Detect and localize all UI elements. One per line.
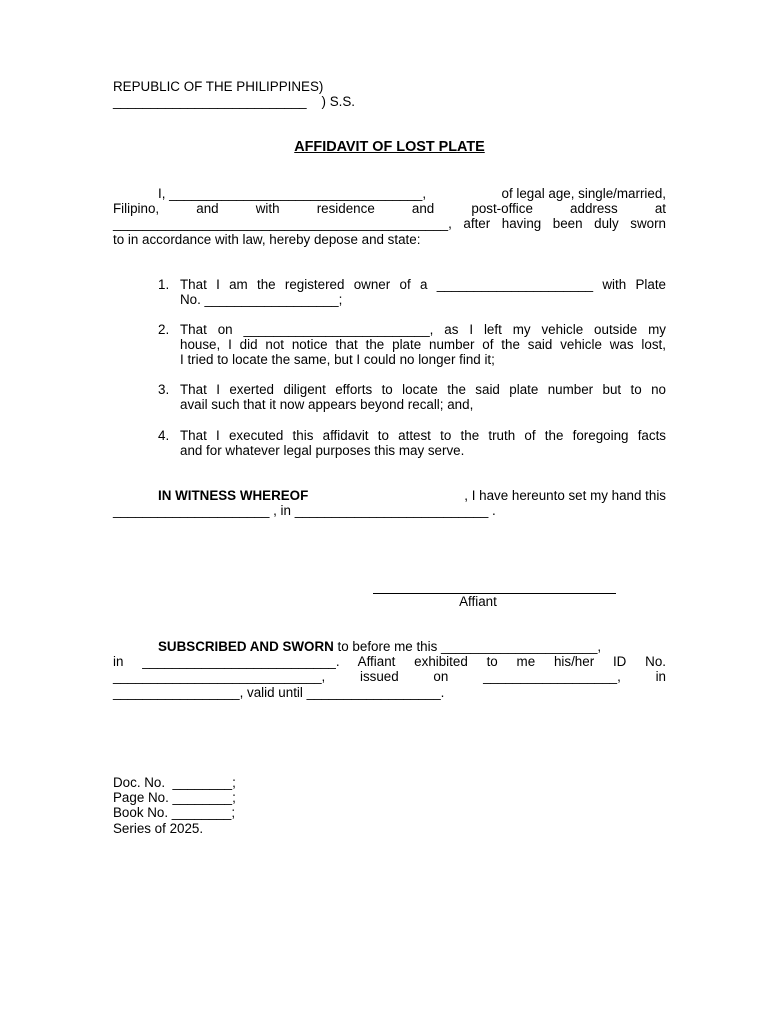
- doc-no: Doc. No. ________;: [113, 775, 236, 790]
- page-no: Page No. ________;: [113, 790, 236, 806]
- intro-line-3: _____________________________________________, after having been duly sworn: [113, 216, 666, 232]
- witness-rest: , I have hereunto set my hand this: [464, 488, 666, 503]
- list-item-line: That I executed this affidavit to attest to the truth of the foregoing facts: [180, 428, 666, 443]
- list-item-line: No. __________________;: [180, 292, 343, 308]
- notarial-entries: [113, 775, 236, 836]
- ss-line: __________________________ ) S.S.: [113, 94, 355, 109]
- intro-line-2: Filipino, and with residence and post-office address at: [113, 201, 666, 217]
- subscribed-line-1: [113, 639, 666, 654]
- list-item-number: 2.: [158, 322, 170, 337]
- list-item-number: 1.: [158, 277, 170, 292]
- subscribed-line-4: _________________, valid until __________________.: [113, 684, 445, 700]
- list-item-text: [180, 428, 666, 458]
- subscribed-paragraph: [113, 639, 666, 700]
- list-item-line: and for whatever legal purposes this may serve.: [180, 443, 465, 459]
- republic-header: REPUBLIC OF THE PHILIPPINES): [113, 79, 324, 94]
- document-title: AFFIDAVIT OF LOST PLATE: [294, 139, 485, 155]
- affiant-label: Affiant: [459, 594, 497, 609]
- list-item-line: avail such that it now appears beyond recall; and,: [180, 397, 474, 413]
- intro-paragraph: [113, 186, 666, 247]
- list-item-line: That I am the registered owner of a _____________________ with Plate: [180, 277, 666, 292]
- book-no: Book No. ________;: [113, 805, 236, 821]
- list-item-line: That I exerted diligent efforts to locate the said plate number but to no: [180, 382, 666, 397]
- list-item-line: I tried to locate the same, but I could no longer find it;: [180, 352, 495, 368]
- subscribed-line-3: ____________________________, issued on __________________, in: [113, 669, 666, 685]
- list-item-text: [180, 322, 666, 368]
- list-item-line: house, I did not notice that the plate number of the said vehicle was lost,: [180, 337, 666, 353]
- subscribed-rest: to before me this _____________________,: [333, 639, 602, 654]
- list-item-text: [180, 382, 666, 412]
- intro-line-1-right: of legal age, single/married,: [501, 186, 666, 201]
- witness-line-2: _____________________ , in __________________________ .: [113, 503, 496, 519]
- intro-line-1-left: I, __________________________________,: [158, 186, 427, 201]
- list-item-number: 4.: [158, 428, 170, 443]
- witness-bold: IN WITNESS WHEREOF: [158, 488, 309, 503]
- intro-line-4: to in accordance with law, hereby depose and state:: [113, 231, 421, 247]
- subscribed-bold: SUBSCRIBED AND SWORN: [158, 639, 334, 654]
- list-item-line: That on _________________________, as I left my vehicle outside my: [180, 322, 666, 337]
- intro-line-1: [113, 186, 666, 201]
- witness-line-1: [113, 488, 666, 503]
- witness-paragraph: [113, 488, 666, 518]
- series-year: Series of 2025.: [113, 820, 204, 836]
- subscribed-line-2: in __________________________. Affiant exhibited to me his/her ID No.: [113, 654, 666, 670]
- list-item-text: [180, 277, 666, 307]
- list-item-number: 3.: [158, 382, 170, 397]
